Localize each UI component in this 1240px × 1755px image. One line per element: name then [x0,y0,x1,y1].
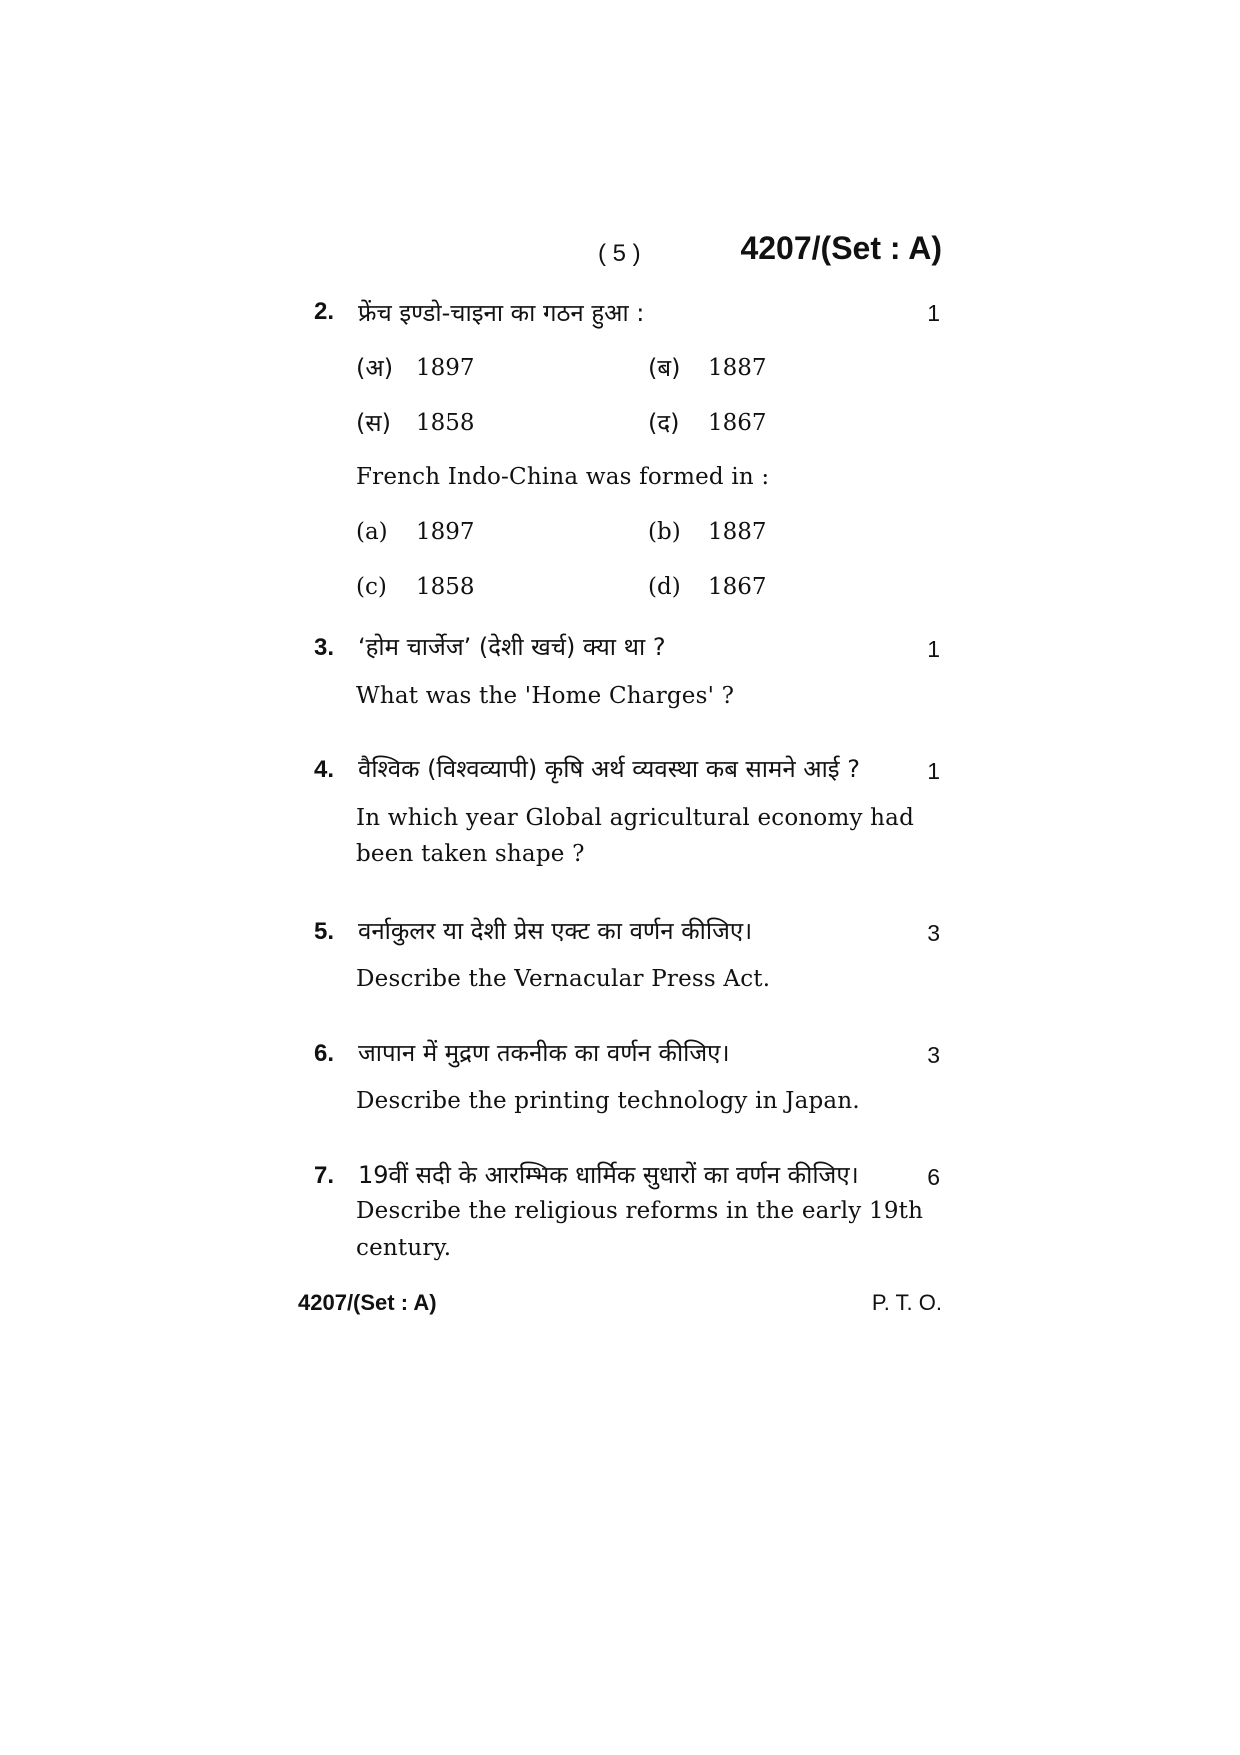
option-value: 1858 [416,410,475,436]
question-number: 5. [314,918,335,945]
question-marks: 3 [927,920,940,946]
question-marks: 1 [927,300,940,326]
option-value: 1887 [708,519,767,545]
pto-label: P. T. O. [871,1290,942,1315]
option-value: 1858 [416,574,475,600]
question-text-hindi: ‘होम चार्जेज’ (देशी खर्च) क्या था ? [358,633,666,661]
question-text-english: Describe the religious reforms in the early 19th [356,1198,924,1224]
question-text-hindi: वैश्विक (विश्वव्यापी) कृषि अर्थ व्यवस्था कब सामने आई ? [358,755,860,783]
question-text-english: What was the 'Home Charges' ? [356,683,735,709]
question-marks: 1 [927,758,940,784]
paper-code-header: 4207/(Set : A) [740,230,942,266]
question-text-hindi: वर्नाकुलर या देशी प्रेस एक्ट का वर्णन कीजिए। [358,917,753,945]
paper-code-footer: 4207/(Set : A) [298,1290,437,1315]
option-value: 1897 [416,355,475,381]
option-label: (अ) [356,354,394,382]
option-label: (a) [356,519,388,545]
question-text-hindi: जापान में मुद्रण तकनीक का वर्णन कीजिए। [358,1039,730,1067]
question-number: 4. [314,756,335,783]
question-text-english: Describe the printing technology in Japan. [356,1088,860,1114]
option-label: (c) [356,574,387,600]
question-marks: 3 [927,1042,940,1068]
question-number: 3. [314,634,335,661]
question-text-english: In which year Global agricultural economy had [356,805,915,831]
question-number: 2. [314,298,335,325]
option-label: (द) [648,409,680,437]
option-label: (b) [648,519,681,545]
question-marks: 1 [927,636,940,662]
question-marks: 6 [927,1164,940,1190]
question-text-hindi: फ्रेंच इण्डो-चाइना का गठन हुआ : [358,299,645,327]
option-label: (स) [356,409,391,437]
question-number: 6. [314,1040,335,1067]
option-value: 1897 [416,519,475,545]
page-number: ( 5 ) [598,240,641,267]
question-text-english: been taken shape ? [356,841,585,867]
question-text-english: Describe the Vernacular Press Act. [356,966,771,992]
question-number: 7. [314,1162,335,1189]
option-label: (ब) [648,354,681,382]
option-label: (d) [648,574,681,600]
question-text-english: century. [356,1235,452,1261]
question-text-english: French Indo-China was formed in : [356,464,770,490]
option-value: 1867 [708,410,767,436]
option-value: 1867 [708,574,767,600]
option-value: 1887 [708,355,767,381]
question-text-hindi: 19वीं सदी के आरम्भिक धार्मिक सुधारों का वर्णन कीजिए। [358,1161,859,1189]
